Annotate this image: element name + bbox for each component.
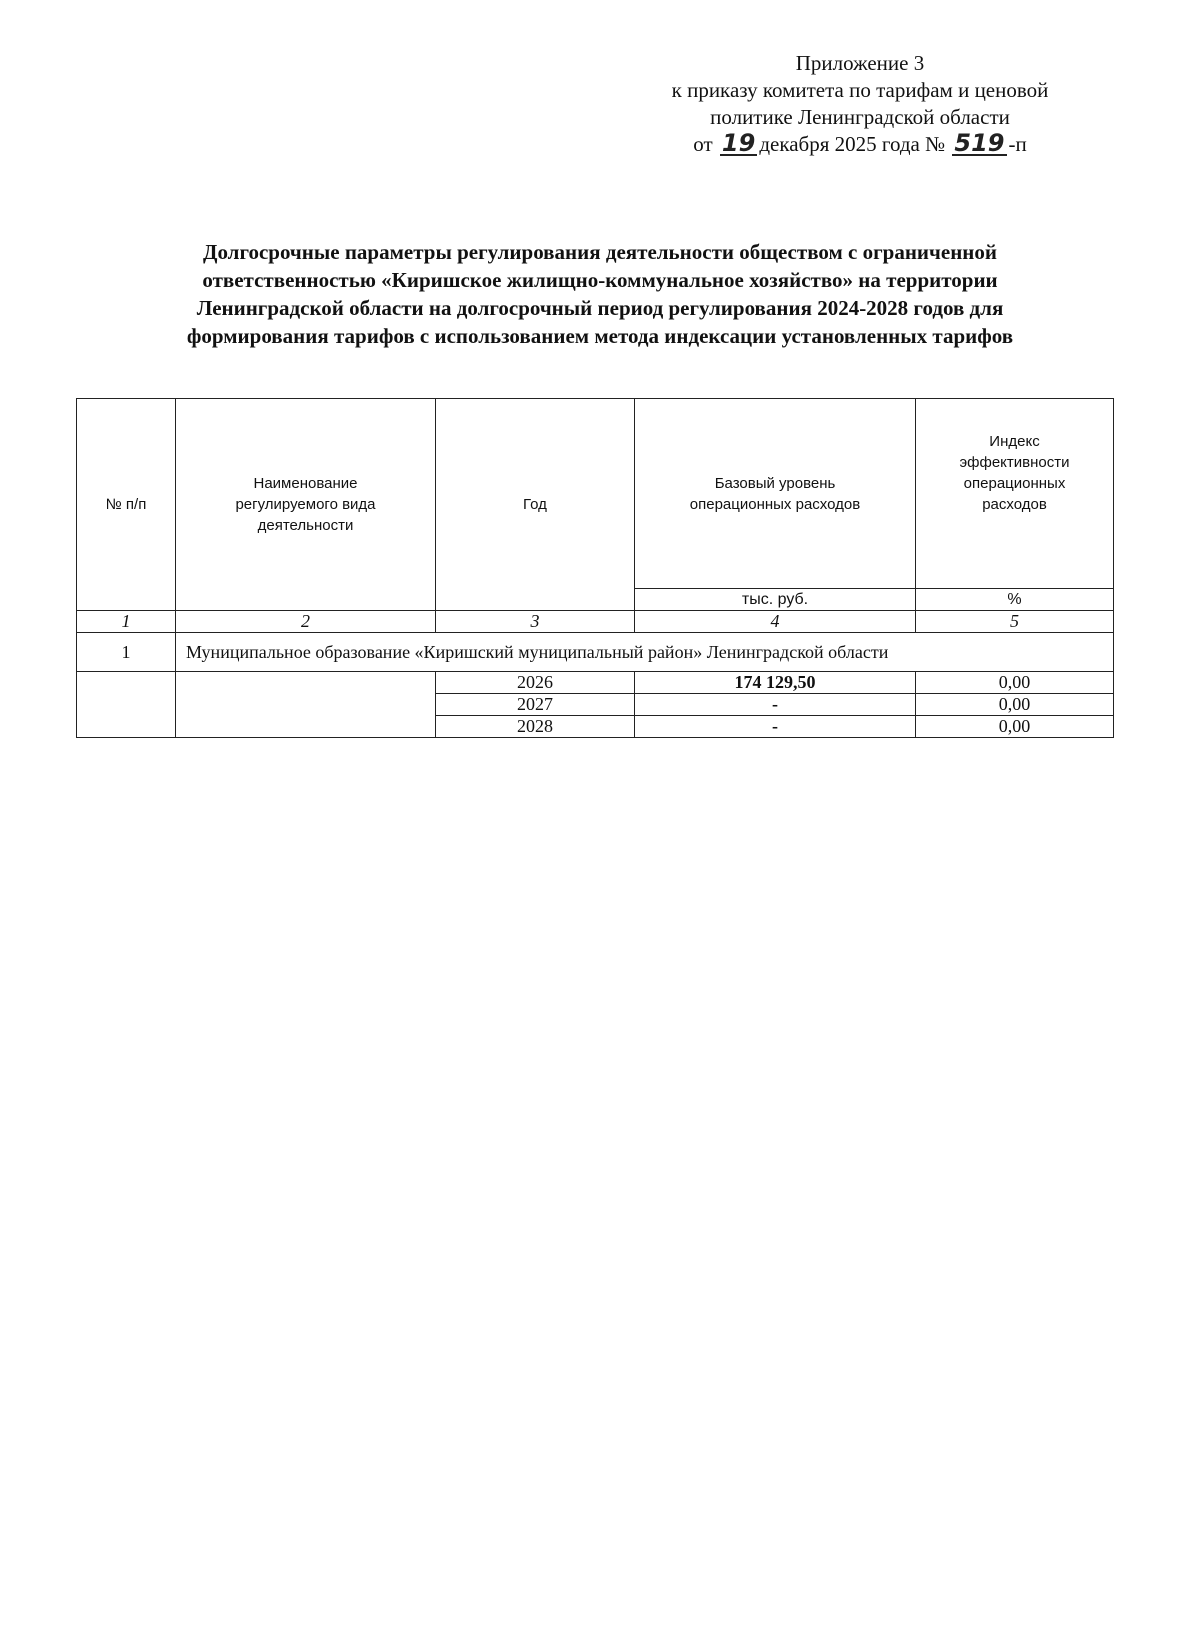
header-num: № п/п	[77, 399, 176, 611]
base-level-cell: -	[635, 694, 916, 716]
table-header-row	[77, 399, 1114, 589]
efficiency-cell: 0,00	[916, 694, 1114, 716]
municipality-name: Муниципальное образование «Киришский муниципальный район» Ленинградской области	[176, 633, 1114, 672]
appendix-label: Приложение 3	[795, 51, 925, 75]
order-reference-line: к приказу комитета по тарифам и ценовой	[671, 78, 1049, 102]
empty-activity-cell	[176, 672, 436, 738]
efficiency-cell: 0,00	[916, 716, 1114, 738]
order-date-line	[600, 131, 1120, 158]
date-prefix: от	[693, 132, 713, 156]
title-line-4: формирования тарифов с использованием метода индексации установленных тарифов	[186, 324, 1014, 348]
header-base-level: Базовый уровень операционных расходов	[635, 399, 916, 589]
title-line-2: ответственностью «Киришское жилищно-коммунальное хозяйство» на территории	[202, 268, 998, 292]
title-line-1: Долгосрочные параметры регулирования деятельности обществом с ограниченной	[203, 240, 997, 264]
column-numbers-row	[77, 611, 1114, 633]
unit-efficiency: %	[916, 589, 1114, 611]
column-number: 1	[77, 611, 176, 633]
column-number: 5	[916, 611, 1114, 633]
order-suffix: -п	[1008, 132, 1027, 156]
unit-base-level: тыс. руб.	[635, 589, 916, 611]
empty-num-cell	[77, 672, 176, 738]
handwritten-day: 19	[721, 129, 756, 157]
header-efficiency: Индекс эффективности операционных расходов	[916, 399, 1114, 589]
base-level-cell: -	[635, 716, 916, 738]
appendix-header	[600, 50, 1120, 158]
year-cell: 2026	[436, 672, 635, 694]
year-cell: 2027	[436, 694, 635, 716]
parameters-table	[76, 398, 1114, 738]
header-year: Год	[436, 399, 635, 611]
handwritten-order-number: 519	[954, 129, 1005, 157]
municipality-row	[77, 633, 1114, 672]
municipality-num: 1	[77, 633, 176, 672]
document-title	[100, 238, 1100, 350]
title-line-3: Ленинградской области на долгосрочный период регулирования 2024-2028 годов для	[196, 296, 1004, 320]
column-number: 4	[635, 611, 916, 633]
base-level-cell: 174 129,50	[635, 672, 916, 694]
date-middle: декабря 2025 года №	[759, 132, 946, 156]
year-cell: 2028	[436, 716, 635, 738]
committee-line: политике Ленинградской области	[710, 105, 1010, 129]
table-row	[77, 672, 1114, 694]
column-number: 3	[436, 611, 635, 633]
header-activity: Наименование регулируемого вида деятельности	[176, 399, 436, 611]
column-number: 2	[176, 611, 436, 633]
efficiency-cell: 0,00	[916, 672, 1114, 694]
